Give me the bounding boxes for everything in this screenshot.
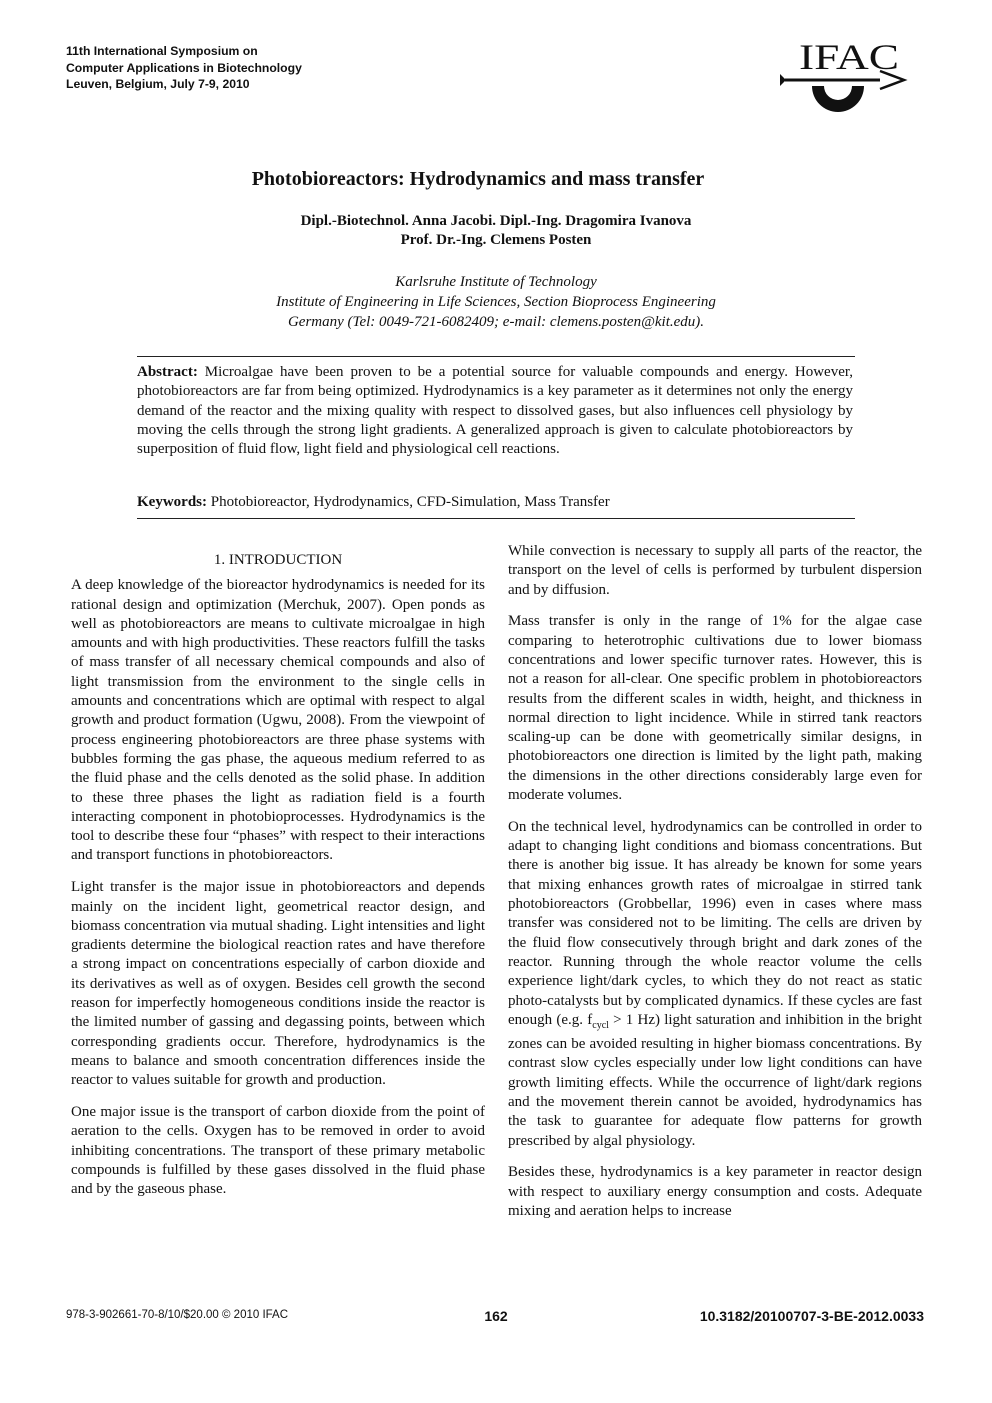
footer-isbn: 978-3-902661-70-8/10/$20.00 © 2010 IFAC — [66, 1309, 289, 1321]
keywords-text: Photobioreactor, Hydrodynamics, CFD-Simulation, Mass Transfer — [207, 494, 610, 510]
paragraph-text: On the technical level, hydrodynamics can be controlled in order to adapt to changing light conditions and biomass concentrations. But there is another big issue. It has already be known for some years that mixing enhances growth rates of microalgae in stirred tank photobioreactors (Grobbellar, 1996) even in cases where mass transfer was considered not to be limiting. The cells are driven by the fluid flow consecutively through bright and dark zones of the reactor. Running through the whole reactor volume the cells experience light/dark cycles, to which they do not react as static photo-catalysts but by complicated dynamics. If these cycles are fast enough (e.g. f — [508, 818, 922, 1028]
conference-line: Leuven, Belgium, July 7-9, 2010 — [66, 77, 250, 91]
affiliation-block — [0, 272, 992, 332]
affiliation-line: Karlsruhe Institute of Technology — [395, 274, 597, 290]
paragraph: While convection is necessary to supply all parts of the reactor, the transport on the level of cells is performed by turbulent dispersion and by diffusion. — [508, 543, 922, 598]
affiliation-line: Germany (Tel: 0049-721-6082409; e-mail: clemens.posten@kit.edu). — [287, 314, 705, 330]
paper-title: Photobioreactors: Hydrodynamics and mass transfer — [251, 168, 705, 190]
author-line: Prof. Dr.-Ing. Clemens Posten — [400, 232, 592, 248]
paragraph-text: > 1 Hz) light saturation and inhibition in the bright zones can be avoided resulting in higher biomass concentrations. By contrast slow cycles especially under low light conditions can have growth limiting effects. While the occurrence of light/dark regions and the movement therein cannot be avoided, hydrodynamics has the task to guarantee for adequate flow patterns for growth prescribed by algal physiology. — [508, 1011, 922, 1149]
logo-text: IFAC — [799, 37, 899, 77]
author-block — [0, 212, 992, 250]
abstract — [137, 363, 853, 459]
paragraph: A deep knowledge of the bioreactor hydrodynamics is needed for its rational design and optimization (Merchuk, 2007). Open ponds as well as photobioreactors are means to cultivate microalgae in high amounts and with high productivities. These reactors fulfill the tasks of mass transfer of all necessary chemical compounds and also of light transmission from the environment to the single cells in amounts and concentrations which are optimal with respect to algal growth and product formation (Ugwu, 2008). From the viewpoint of process engineering photobioreactors are three phase systems with bubbles forming the gas phase, the aqueous medium referred to as the fluid phase and the cells denoted as the solid phase. In addition to these three phases the light as radiation field is a fourth interacting component in photobioprocesses. Hydrodynamics is the tool to describe these four “phases” with respect to their interactions and transport functions in photobioreactors. — [71, 577, 485, 864]
right-column — [508, 542, 922, 1234]
abstract-label: Abstract: — [137, 364, 198, 380]
conference-line: Computer Applications in Biotechnology — [66, 60, 302, 75]
paragraph: Light transfer is the major issue in photobioreactors and depends mainly on the incident light, geometrical reactor design, and biomass concentration via mutual shading. Light intensities and light gradients determine the biological reaction rates and have therefore a strong impact on concentrations especially of carbon dioxide and its derivatives as well as of oxygen. Besides cell growth the second reason for imperfectly homogeneous conditions inside the reactor is the limited number of gassing and degassing points, between which corresponding gradients occur. Therefore, hydrodynamics is the means to balance and smooth concentration differences inside the reactor to values suitable for growth and production. — [71, 879, 485, 1089]
page-number: 162 — [484, 1308, 508, 1324]
paragraph: One major issue is the transport of carbon dioxide from the point of aeration to the cells. Oxygen has to be removed in order to avoid inhibiting concentrations. The transport of these primary metabolic compounds is fulfilled by these gases dissolved in the fluid phase and by the gaseous phase. — [71, 1104, 485, 1198]
ifac-logo — [772, 36, 912, 128]
section-heading: 1. INTRODUCTION — [213, 552, 343, 568]
conference-line: 11th International Symposium on — [66, 44, 258, 58]
paragraph: Mass transfer is only in the range of 1% for the algae case comparing to heterotrophic cultivations due to lower biomass concentrations and lower specific turnover rates. However, this is not a reason for all-clear. One specific problem in photobioreactors results from the different scales in width, height, and thickness in normal direction to light incidence. While in stirred tank reactors scaling-up can be done with geometrically similar designs, in photobioreactors one direction is limited by the light path, making the dimensions in the other directions considerably large even for moderate volumes. — [508, 613, 922, 804]
subscript: cycl — [592, 1019, 609, 1031]
divider-top — [137, 356, 855, 357]
divider-bottom — [137, 518, 855, 519]
affiliation-line: Institute of Engineering in Life Sciences, Section Bioprocess Engineering — [276, 294, 716, 310]
paragraph — [508, 818, 922, 1151]
left-column — [71, 551, 485, 1212]
keywords — [137, 493, 853, 512]
conference-info — [66, 43, 302, 93]
abstract-text: Microalgae have been proven to be a potential source for valuable compounds and energy. However, photobioreactors are far from being optimized. Hydrodynamics is a key parameter as it determines not only the energy demand of the reactor and the mixing quality with respect to dissolved gases, but also influences cell physiology by moving the cells through the strong light gradients. A generalized approach is given to calculate photobioreactors by superposition of fluid flow, light field and physiological cell reactions. — [137, 364, 853, 458]
keywords-label: Keywords: — [137, 494, 207, 510]
footer-doi: 10.3182/20100707-3-BE-2012.0033 — [699, 1308, 924, 1324]
author-line: Dipl.-Biotechnol. Anna Jacobi. Dipl.-Ing. Dragomira Ivanova — [300, 213, 692, 229]
paragraph: Besides these, hydrodynamics is a key parameter in reactor design with respect to auxiliary energy consumption and costs. Adequate mixing and aeration helps to increase — [508, 1164, 922, 1219]
